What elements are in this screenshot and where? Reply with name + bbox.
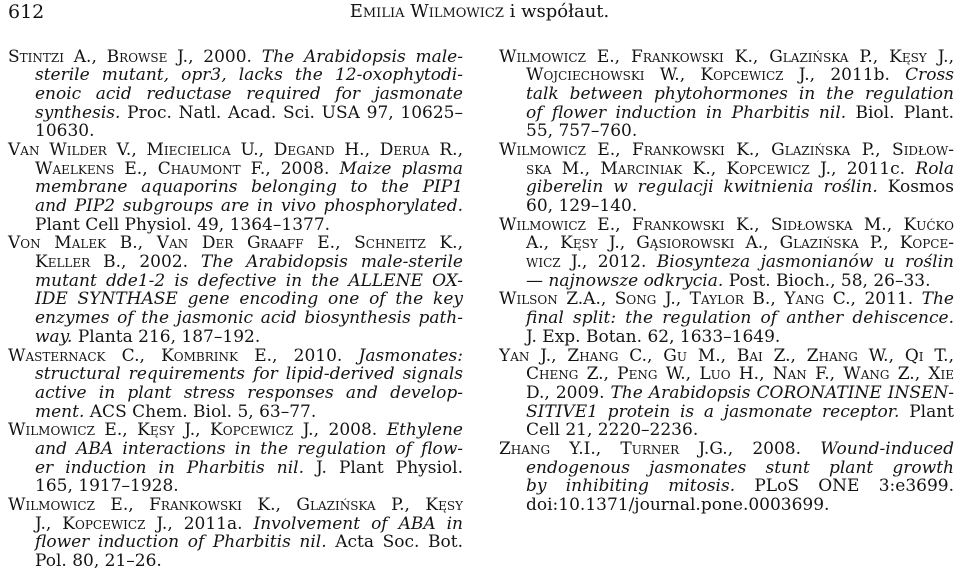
reference-line <box>35 440 463 459</box>
reference-line <box>526 122 954 141</box>
reference-title: enoic acid reductase required for jasmonate <box>35 83 463 104</box>
reference-line-text <box>526 458 954 478</box>
reference-line <box>526 85 954 104</box>
reference-authors: Cheng Z., Peng W., Luo H., Nan F., Wang Z., Xie <box>526 364 954 385</box>
reference-text: 2008. <box>733 438 821 459</box>
reference-authors: Wilson Z.A., Song J., Taylor B., Yang C., <box>499 289 856 310</box>
reference-line <box>35 216 463 235</box>
reference-title: Involvement of ABA in <box>253 513 463 534</box>
reference-line-text <box>35 271 463 291</box>
reference-line <box>35 85 463 104</box>
reference-line-text <box>526 327 780 347</box>
reference-line-text <box>8 47 463 67</box>
reference-title: er induction in Pharbitis nil. <box>35 457 305 478</box>
reference-text: Plant <box>899 401 954 422</box>
reference-line <box>526 234 954 253</box>
reference-title: The Arabidopsis CORONATINE INSEN- <box>610 382 954 403</box>
reference-line <box>526 459 954 478</box>
reference-title: mutant dde1-2 is defective in the ALLENE OX- <box>35 270 463 291</box>
reference-line-text <box>35 327 260 347</box>
reference-line <box>526 253 954 272</box>
reference-line <box>499 216 954 235</box>
reference-title: structural requirements for lipid-derived signals <box>35 364 463 385</box>
reference-line <box>526 309 954 328</box>
reference-text: 2010. <box>277 345 359 366</box>
reference-authors: J., Kopcewicz J., <box>35 513 173 534</box>
reference-line-text <box>526 121 637 141</box>
reference-line-text <box>526 252 954 272</box>
reference-line <box>35 552 463 571</box>
reference-title: Maize plasma <box>339 158 463 179</box>
reference-line-text <box>8 140 463 160</box>
reference-line-text <box>526 308 954 328</box>
reference-text: J. Plant Physiol. <box>304 457 463 478</box>
reference-text: 2009. <box>549 382 611 403</box>
reference-line <box>35 104 463 123</box>
reference-title: final split: the regulation of anther dehiscence. <box>526 308 954 329</box>
reference-line <box>35 290 463 309</box>
reference-line-text <box>35 177 463 197</box>
reference-line <box>35 160 463 179</box>
reference-text: Cell 21, 2220–2236. <box>526 420 699 441</box>
reference-line <box>8 347 463 366</box>
reference-entry <box>8 347 463 422</box>
reference-line <box>499 141 954 160</box>
reference-line-text <box>526 420 698 440</box>
reference-text: 2002. <box>126 252 201 273</box>
reference-line-text <box>8 495 463 515</box>
reference-title: Rola <box>915 158 954 179</box>
reference-title: Cross <box>905 65 954 86</box>
reference-line <box>35 178 463 197</box>
reference-text: 10630. <box>35 121 95 142</box>
reference-line-text <box>526 495 829 515</box>
reference-entry <box>8 141 463 234</box>
reference-authors: Wojciechowski W., Kopcewicz J., <box>526 65 816 86</box>
reference-text: 2011b. <box>815 65 906 86</box>
reference-authors: Wilmowicz E., Frankowski K., Sidłowska M., Kućko <box>499 214 954 235</box>
reference-text: J. Exp. Botan. 62, 1633–1649. <box>526 326 781 347</box>
reference-title: synthesis. <box>35 102 121 123</box>
reference-line-text <box>35 364 463 384</box>
reference-line-text <box>526 402 954 422</box>
reference-line-text <box>499 47 954 67</box>
reference-line-text <box>35 121 94 141</box>
reference-text: Biol. Plant. <box>846 102 954 123</box>
reference-line <box>35 515 463 534</box>
reference-line-text <box>8 233 463 253</box>
reference-title: SITIVE1 protein is a jasmonate receptor. <box>526 401 900 422</box>
reference-text: 2011c. <box>836 158 916 179</box>
reference-line <box>35 309 463 328</box>
reference-entry <box>8 48 463 141</box>
reference-line-text <box>35 196 463 216</box>
reference-authors: Keller B., <box>35 252 127 273</box>
reference-line <box>526 403 954 422</box>
reference-line <box>526 197 954 216</box>
reference-line-text <box>526 84 954 104</box>
reference-line-text <box>499 140 954 160</box>
reference-line <box>526 328 954 347</box>
reference-title: Wound-induced <box>820 438 954 459</box>
reference-line <box>526 104 954 123</box>
reference-line <box>499 440 954 459</box>
reference-line <box>35 122 463 141</box>
reference-entry <box>499 141 954 216</box>
reference-title: The Arabidopsis male- <box>261 46 463 67</box>
reference-entry <box>8 421 463 496</box>
reference-title: of flower induction in Pharbitis nil. <box>526 102 847 123</box>
reference-line <box>499 48 954 67</box>
reference-text: 55, 757–760. <box>526 121 638 142</box>
reference-line-text <box>526 159 954 179</box>
reference-authors: Wilmowicz E., Kęsy J., Kopcewicz J., <box>8 420 319 441</box>
reference-text: 60, 129–140. <box>526 196 638 216</box>
reference-title: membrane aquaporins belonging to the PIP1 <box>35 177 463 198</box>
reference-line <box>499 347 954 366</box>
reference-title: — najnowsze odkrycia. <box>526 270 724 291</box>
reference-title: and ABA interactions in the regulation of flow- <box>35 438 463 459</box>
reference-line-text <box>35 551 162 571</box>
page-number: 612 <box>8 1 45 23</box>
reference-line-text <box>526 103 954 123</box>
reference-line-text <box>526 364 954 384</box>
reference-line <box>8 141 463 160</box>
reference-line <box>35 533 463 552</box>
reference-authors: Van Wilder V., Miecielica U., Degand H., Derua R., <box>8 139 463 160</box>
reference-line-text <box>35 439 463 459</box>
reference-title: ment. <box>35 401 85 422</box>
reference-line-text <box>35 514 463 534</box>
reference-line-text <box>526 271 931 291</box>
reference-title: way. <box>35 326 73 347</box>
reference-title: endogenous jasmonates stunt plant growth <box>526 457 954 478</box>
reference-line <box>35 477 463 496</box>
reference-line <box>526 384 954 403</box>
reference-authors: ska M., Marciniak K., Kopcewicz J., <box>526 158 837 179</box>
reference-line-text <box>526 476 954 496</box>
reference-line <box>35 253 463 272</box>
reference-line-text <box>499 346 954 366</box>
reference-line-text <box>499 289 954 309</box>
reference-title: giberelin w regulacji kwitnienia roślin. <box>526 177 878 198</box>
reference-text: Proc. Natl. Acad. Sci. USA 97, 10625– <box>120 102 463 123</box>
reference-authors: Waelkens E., Chaumont F., <box>35 158 271 179</box>
reference-line <box>526 365 954 384</box>
reference-line-text <box>35 458 463 478</box>
reference-title: sterile mutant, opr3, lacks the 12-oxophytodi- <box>35 65 463 86</box>
reference-entry <box>8 234 463 346</box>
reference-text: Post. Bioch., 58, 26–33. <box>723 270 931 291</box>
running-title-author: Emilia Wilmowicz <box>349 1 504 22</box>
reference-line-text <box>499 215 954 235</box>
reference-authors: Wilmowicz E., Frankowski K., Glazińska P., Kęsy J., <box>499 46 954 67</box>
reference-line <box>8 496 463 515</box>
reference-text: Pol. 80, 21–26. <box>35 551 162 572</box>
reference-line-text <box>35 159 463 179</box>
reference-line-text <box>35 289 463 309</box>
reference-line <box>526 66 954 85</box>
reference-line-text <box>526 177 954 197</box>
reference-title: and PIP2 subgroups are in vivo phosphorylated. <box>35 196 463 216</box>
reference-text: Plant Cell Physiol. 49, 1364–1377. <box>35 214 331 235</box>
reference-text: 2008. <box>270 158 340 179</box>
reference-line-text <box>35 532 463 552</box>
reference-line <box>526 160 954 179</box>
reference-title: Jasmonates: <box>358 345 463 366</box>
reference-line-text <box>526 65 954 85</box>
reference-authors: Wilmowicz E., Frankowski K., Glazińska P., Sidłow- <box>499 139 954 160</box>
reference-entry <box>499 216 954 291</box>
reference-line-text <box>35 252 463 272</box>
reference-line <box>526 477 954 496</box>
reference-line <box>526 178 954 197</box>
reference-title: flower induction of Pharbitis nil. <box>35 532 327 553</box>
reference-line <box>526 272 954 291</box>
reference-entry <box>499 48 954 141</box>
reference-entry <box>8 496 463 571</box>
reference-entry <box>499 347 954 440</box>
reference-title: active in plant stress responses and develop- <box>35 382 463 403</box>
running-title-suffix: i współaut. <box>503 1 610 22</box>
reference-title: The Arabidopsis male-sterile <box>200 252 463 273</box>
reference-line <box>8 421 463 440</box>
reference-title: enzymes of the jasmonic acid biosynthesis path- <box>35 308 463 329</box>
reference-title: Biosynteza jasmonianów u roślin <box>656 252 954 273</box>
reference-title: Ethylene <box>386 420 463 441</box>
reference-line <box>526 421 954 440</box>
reference-line-text <box>35 103 463 123</box>
running-title <box>0 0 959 24</box>
reference-line-text <box>35 308 463 328</box>
reference-line-text <box>35 215 330 235</box>
reference-authors: Wilmowicz E., Frankowski K., Glazińska P., Kęsy <box>8 495 463 515</box>
reference-title: by inhibiting mitosis. <box>526 476 736 497</box>
reference-line <box>35 272 463 291</box>
reference-line <box>526 496 954 515</box>
reference-title: talk between phytohormones in the regulation <box>526 83 954 104</box>
reference-authors: Zhang Y.I., Turner J.G., <box>499 438 734 459</box>
reference-line-text <box>35 65 463 85</box>
reference-text: Kosmos <box>877 177 954 198</box>
reference-line-text <box>526 233 954 253</box>
reference-text: 2008. <box>319 420 387 441</box>
reference-text: 2011a. <box>172 513 254 534</box>
reference-text: Acta Soc. Bot. <box>326 532 463 553</box>
reference-title: IDE SYNTHASE gene encoding one of the key <box>35 289 463 310</box>
reference-line-text <box>526 383 954 403</box>
reference-authors: Yan J., Zhang C., Gu M., Bai Z., Zhang W., Qi T., <box>499 345 954 366</box>
reference-text: 2000. <box>193 46 262 67</box>
reference-authors: Stintzi A., Browse J., <box>8 46 194 67</box>
reference-authors: wicz J., <box>526 252 588 273</box>
reference-authors: A., Kęsy J., Gąsiorowski A., Glazińska P., Kopce- <box>526 233 954 254</box>
reference-authors: D., <box>526 382 550 403</box>
reference-text: doi:10.1371/journal.pone.0003699. <box>526 495 830 515</box>
reference-text: PLoS ONE 3:e3699. <box>735 476 954 497</box>
reference-line-text <box>526 196 637 216</box>
reference-line-text <box>8 420 463 440</box>
reference-line <box>499 290 954 309</box>
reference-authors: Von Malek B., Van Der Graaff E., Schneitz K., <box>8 233 463 254</box>
reference-line-text <box>35 383 463 403</box>
reference-line <box>35 197 463 216</box>
reference-column-left <box>8 48 463 571</box>
reference-text: 2012. <box>587 252 657 273</box>
reference-column-right <box>499 48 954 515</box>
reference-authors: Wasternack C., Kombrink E., <box>8 345 278 366</box>
reference-line <box>35 459 463 478</box>
reference-line <box>8 234 463 253</box>
reference-text: 165, 1917–1928. <box>35 476 179 497</box>
reference-line <box>35 365 463 384</box>
reference-entry <box>499 440 954 515</box>
reference-line <box>35 403 463 422</box>
reference-text: ACS Chem. Biol. 5, 63–77. <box>84 401 317 422</box>
reference-line-text <box>35 84 463 104</box>
reference-line <box>35 384 463 403</box>
reference-line <box>35 66 463 85</box>
reference-title: The <box>921 289 954 310</box>
reference-text: Planta 216, 187–192. <box>72 326 261 347</box>
reference-line-text <box>35 402 316 422</box>
reference-line <box>35 328 463 347</box>
reference-entry <box>499 290 954 346</box>
reference-line <box>8 48 463 67</box>
reference-text: 2011. <box>855 289 922 310</box>
reference-line-text <box>499 439 954 459</box>
reference-line-text <box>8 346 463 366</box>
reference-line-text <box>35 476 179 496</box>
